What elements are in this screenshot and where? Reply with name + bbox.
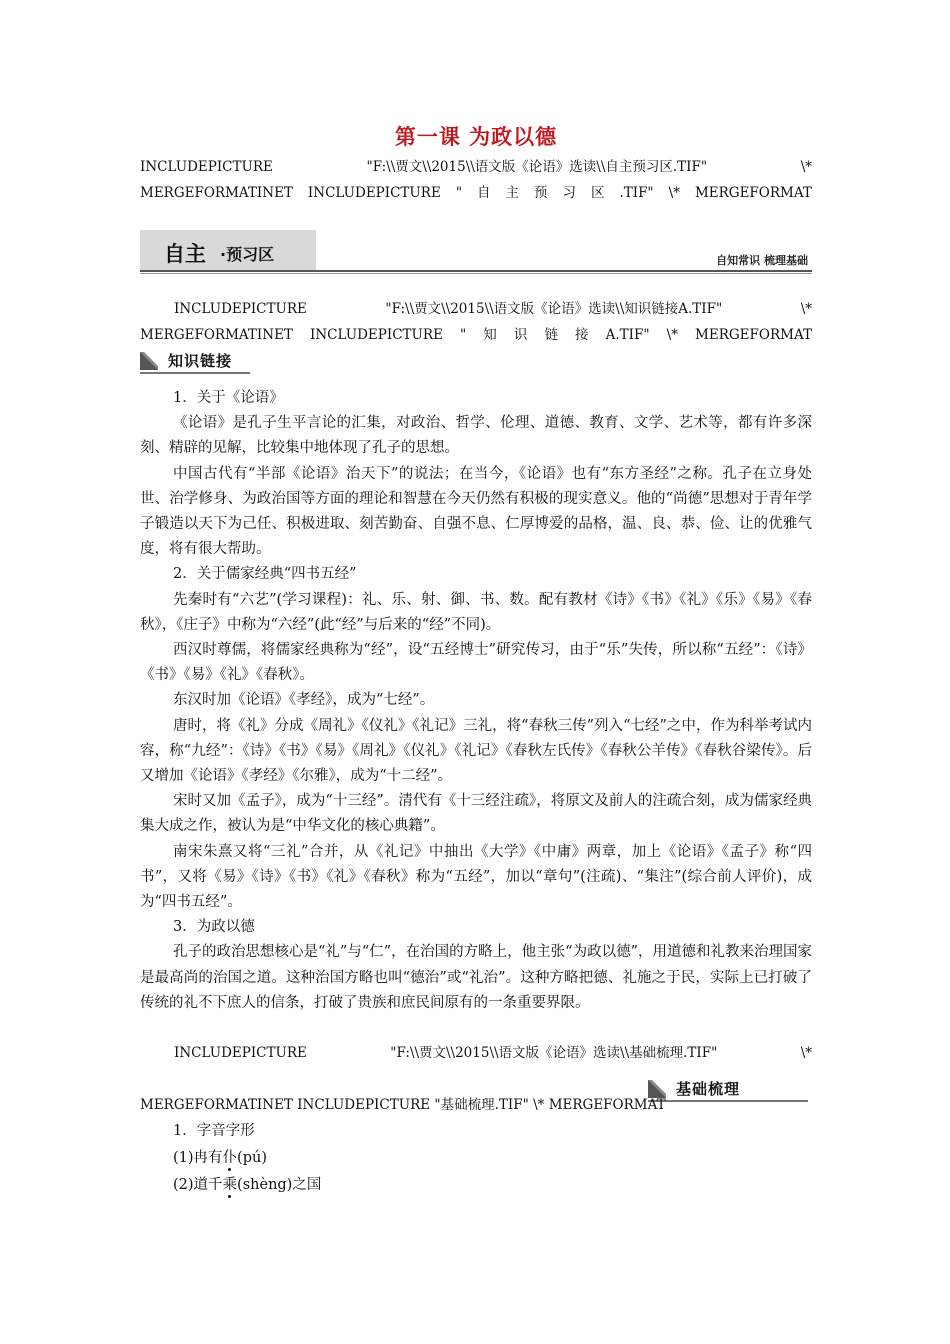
field-code-line: MERGEFORMATINET INCLUDEPICTURE " 自 主 预 习 区 .TIF" \* MERGEFORMAT [140, 185, 812, 201]
section-heading-knowledge-link [140, 348, 250, 374]
banner-rule-thin [140, 273, 812, 274]
page-title: 第一课 为政以德 [394, 125, 558, 149]
field-code-line: INCLUDEPICTURE "F:\\贾文\\2015\\语文版《论语》选读\\知识链接A.TIF" \* [174, 301, 812, 317]
paragraph: 先秦时有“六艺”(学习课程)：礼、乐、射、御、书、数。配有教材《诗》《书》《礼》《乐》《易》《春秋》，《庄子》中称为“六经”(此“经”与后来的“经”不同)。 [140, 591, 812, 633]
paragraph: 东汉时加《论语》《孝经》，成为“七经”。 [173, 692, 435, 709]
paragraph: 《论语》是孔子生平言论的汇集，对政治、哲学、伦理、道德、教育、文学、艺术等，都有许多深刻、精辟的见解，比较集中地体现了孔子的思想。 [140, 415, 812, 457]
review-item: (1)冉有仆(pú) [173, 1150, 267, 1166]
field-code-line: INCLUDEPICTURE "F:\\贾文\\2015\\语文版《论语》选读\\自主预习区.TIF" \* [140, 159, 812, 175]
review-heading: 1．字音字形 [173, 1123, 255, 1139]
banner-right-text: 自知常识 梳理基础 [716, 254, 808, 267]
banner-rule [140, 270, 812, 272]
emphasis-char: 仆 [222, 1150, 238, 1166]
banner-label: 自主 [164, 242, 206, 266]
paragraph: 南宋朱熹又将“三礼”合并，从《礼记》中抽出《大学》《中庸》两章，加上《论语》《孟子》称“四书”，又将《易》《诗》《书》《礼》《春秋》称为“五经”，加以“章句”(注疏)、“集注”(综合前人评价)，成为“四书五经”。 [140, 843, 812, 911]
paragraph: 孔子的政治思想核心是“礼”与“仁”，在治国的方略上，他主张“为政以德”，用道德和礼教来治理国家是最高尚的治国之道。这种治国方略也叫“德治”或“礼治”。这种方略把德、礼施之于民，实际上已打破了传统的礼不下庶人的信条，打破了贵族和庶民间原有的一条重要界限。 [140, 944, 812, 1011]
review-list [140, 1118, 812, 1199]
section-underline [140, 372, 250, 374]
section-banner [140, 230, 812, 272]
paragraph: 中国古代有“半部《论语》治天下”的说法；在当今，《论语》也有“东方圣经”之称。孔子在立身处世、治学修身、为政治国等方面的理论和智慧在今天仍然有积极的现实意义。他的“尚德”思想对于青年学子锻造以天下为己任、积极进取、刻苦勤奋、自强不息、仁厚博爱的品格，温、良、恭、俭、让的优雅气度，将有很大帮助。 [140, 465, 812, 558]
banner-sublabel: ·预习区 [220, 245, 275, 264]
section-heading-label: 基础梳理 [676, 1080, 741, 1098]
review-item: (2)道千乘(shèng)之国 [173, 1177, 322, 1193]
corner-mark-icon [140, 352, 158, 370]
paragraph: 西汉时尊儒，将儒家经典称为“经”，设“五经博士”研究传习，由于“乐”失传，所以称“五经”：《诗》《书》《易》《礼》《春秋》。 [140, 642, 812, 684]
section-heading-label: 知识链接 [168, 352, 233, 370]
paragraph: 宋时又加《孟子》，成为“十三经”。清代有《十三经注疏》，将原文及前人的注疏合刻，成为儒家经典集大成之作，被认为是“中华文化的核心典籍”。 [140, 793, 812, 835]
field-code-line: INCLUDEPICTURE "F:\\贾文\\2015\\语文版《论语》选读\\基础梳理.TIF" \* [174, 1045, 812, 1061]
field-code-line: MERGEFORMATINET INCLUDEPICTURE "基础梳理.TIF" \* MERGEFORMAT [140, 1097, 666, 1113]
paragraph: 2．关于儒家经典“四书五经” [173, 566, 357, 583]
paragraph: 唐时，将《礼》分成《周礼》《仪礼》《礼记》三礼，将“春秋三传”列入“七经”之中，作为科举考试内容，称“九经”：《诗》《书》《易》《周礼》《仪礼》《礼记》《春秋左氏传》《春秋公羊传》《春秋谷梁传》。后又增加《论语》《孝经》《尔雅》，成为“十二经”。 [140, 717, 812, 785]
body-text [140, 386, 812, 1016]
field-code-line: MERGEFORMATINET INCLUDEPICTURE " 知 识 链 接 A.TIF" \* MERGEFORMAT [140, 327, 812, 343]
emphasis-char: 乘 [222, 1177, 238, 1193]
paragraph: 1．关于《论语》 [173, 390, 284, 406]
paragraph: 3．为政以德 [173, 919, 255, 936]
